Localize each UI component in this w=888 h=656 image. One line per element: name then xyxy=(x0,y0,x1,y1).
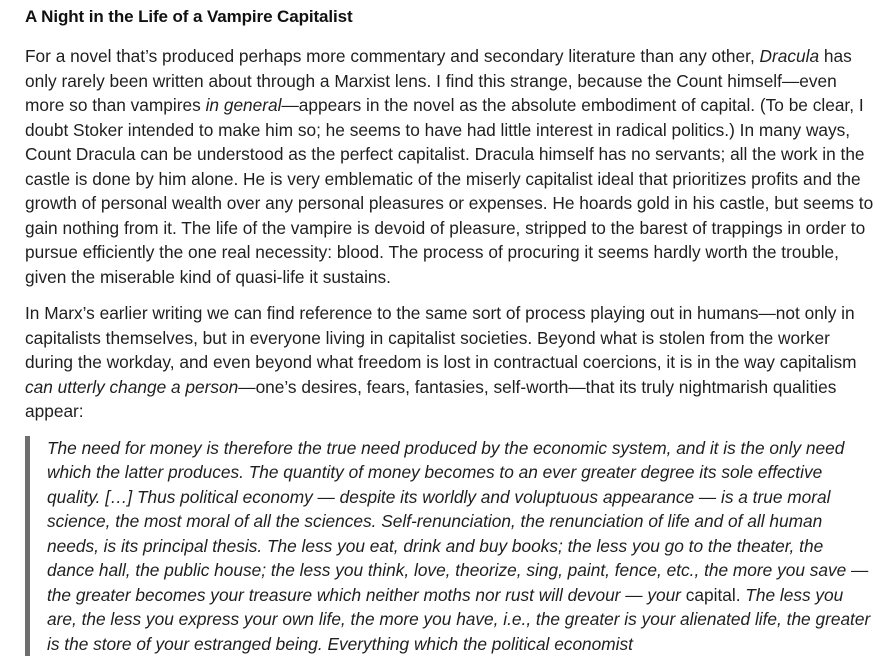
marx-quote xyxy=(25,436,875,656)
paragraph-intro xyxy=(25,44,875,289)
paragraph-text: has only rarely been written about through a Marxist lens. I find this strange, because the Count himself—even more so than vampires xyxy=(25,46,852,115)
paragraph-text: In Marx’s earlier writing we can find reference to the same sort of process playing out in humans—not only in capitalists themselves, but in everyone living in capitalist societies. Beyond what is stolen from the worker during the workday, and even beyond what freedom is lost in contractual coercions, it is in the way capitalism xyxy=(25,303,857,372)
quote-text: The need for money is therefore the true need produced by the economic system, and it is the only need which the latter produces. The quantity of money becomes to an ever greater degree its sole effective quality. […] Thus political economy — despite its worldly and voluptuous appearance — is a true moral science, the most moral of all the sciences. Self-renunciation, the renunciation of life and of all human needs, is its principal thesis. The less you eat, drink and buy books; the less you go to the theater, the dance hall, the public house; the less you think, love, theorize, sing, paint, fence, etc., the more you save — the greater becomes your treasure which neither moths nor rust will devour — your xyxy=(47,437,869,605)
quote-text: The less you are, the less you express your own life, the more you have, i.e., the greater is your alienated life, the greater is the store of your estranged being. Everything which the political economist xyxy=(47,584,871,654)
article xyxy=(25,0,875,656)
emphasis-change-person: can utterly change a person xyxy=(25,376,239,397)
paragraph-text: —one’s desires, fears, fantasies, self-worth—that its truly nightmarish qualities appear: xyxy=(25,376,837,421)
paragraph-text: For a novel that’s produced perhaps more commentary and secondary literature than any other, xyxy=(25,46,760,66)
emphasis-dracula: Dracula xyxy=(759,46,820,66)
quote-text-capital: capital. xyxy=(680,584,741,605)
paragraph-text: —appears in the novel as the absolute embodiment of capital. (To be clear, I doubt Stoker intended to make him so; he seems to have had little interest in radical politics.) In many ways, Count Dracula can be understood as the perfect capitalist. Dracula himself has no servants; all the work in the castle is done by him alone. He is very emblematic of the miserly capitalist ideal that prioritizes profits and the growth of personal wealth over any personal pleasures or expenses. He hoards gold in his castle, but seems to gain nothing from it. The life of the vampire is devoid of pleasure, stripped to the barest of trappings in order to pursue efficiently the one real necessity: blood. The process of procuring it seems hardly worth the trouble, given the miserable kind of quasi-life it sustains. xyxy=(25,95,874,287)
paragraph-marx xyxy=(25,301,875,424)
article-title: A Night in the Life of a Vampire Capitalist xyxy=(25,7,353,26)
emphasis-in-general: in general xyxy=(205,95,282,115)
